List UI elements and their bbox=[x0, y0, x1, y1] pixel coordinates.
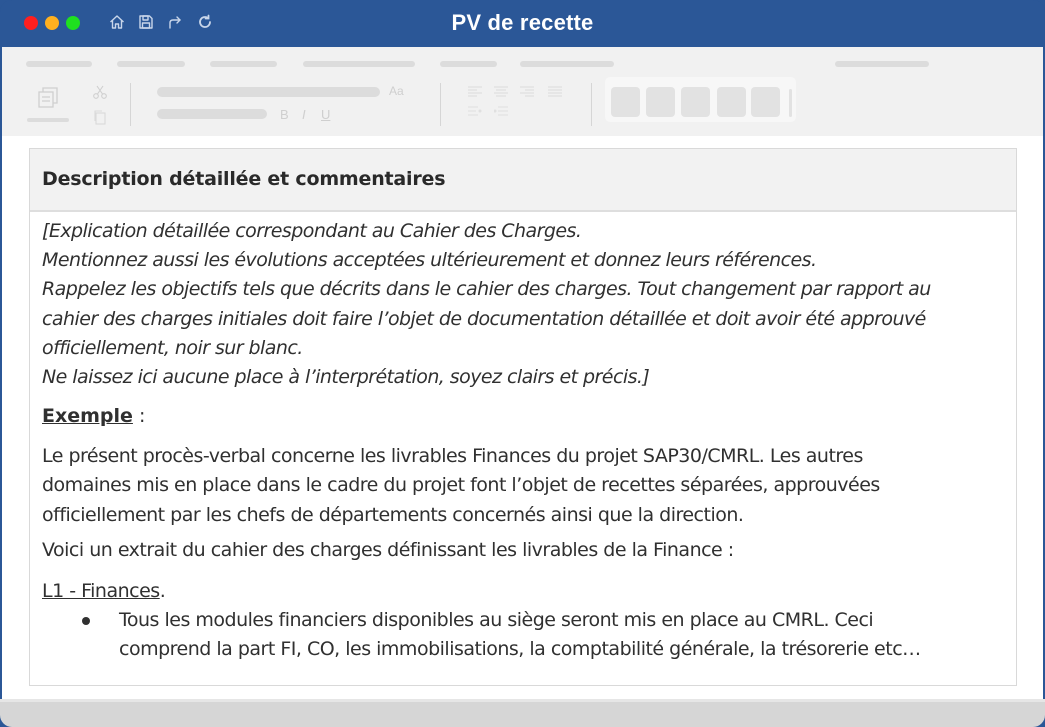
style-swatch[interactable] bbox=[751, 87, 780, 117]
window-title: PV de recette bbox=[451, 10, 594, 35]
table-header: Description détaillée et commentaires bbox=[30, 149, 1016, 212]
underline-button[interactable]: U bbox=[321, 107, 331, 122]
cut-icon[interactable] bbox=[92, 84, 108, 100]
paragraph-intro bbox=[42, 442, 1004, 530]
font-name-select[interactable] bbox=[157, 87, 380, 97]
section-title bbox=[42, 577, 1004, 606]
title-bar bbox=[0, 0, 1045, 47]
numbered-list-icon[interactable] bbox=[494, 105, 508, 123]
ribbon-tab-placeholder[interactable] bbox=[440, 61, 497, 67]
instruction-line: officiellement, noir sur blanc. bbox=[42, 336, 303, 359]
style-swatch[interactable] bbox=[717, 87, 746, 117]
paragraph-extract: Voici un extrait du cahier des charges définissant les livrables de la Finance : bbox=[42, 538, 734, 561]
ribbon-separator bbox=[130, 83, 131, 126]
paste-icon[interactable] bbox=[36, 85, 60, 109]
ribbon-tab-placeholder[interactable] bbox=[835, 61, 929, 67]
italic-button[interactable]: I bbox=[302, 107, 306, 122]
section-title-label: L1 - Finances bbox=[42, 580, 160, 603]
style-swatch[interactable] bbox=[611, 87, 640, 117]
ribbon-tab-placeholder[interactable] bbox=[117, 61, 185, 67]
bullet-line: Tous les modules financiers disponibles au siège seront mis en place au CMRL. Ceci bbox=[119, 609, 874, 632]
status-bar-edge bbox=[0, 699, 1045, 702]
paragraph-line: officiellement par les chefs de départements concernés ainsi que la direction. bbox=[42, 503, 744, 526]
copy-icon[interactable] bbox=[93, 109, 107, 125]
style-swatch[interactable] bbox=[646, 87, 675, 117]
instruction-line: Mentionnez aussi les évolutions acceptées ultérieurement et donnez leurs références. bbox=[42, 249, 817, 272]
gallery-scroll-handle[interactable] bbox=[789, 89, 792, 117]
instruction-line: [Explication détaillée correspondant au Cahier des Charges. bbox=[42, 220, 582, 242]
example-heading bbox=[42, 402, 1004, 430]
bullet-list-icon[interactable] bbox=[468, 105, 482, 123]
paste-label-placeholder bbox=[27, 118, 69, 122]
instructions-block bbox=[42, 217, 1004, 392]
align-right-icon[interactable] bbox=[520, 85, 534, 103]
section-title-suffix: . bbox=[159, 580, 166, 603]
justify-icon[interactable] bbox=[548, 85, 562, 103]
paragraph-line: domaines mis en place dans le cadre du projet font l’objet de recettes séparées, approuvées bbox=[42, 474, 880, 497]
font-size-glyph[interactable]: Aa bbox=[389, 84, 404, 98]
table-body[interactable] bbox=[30, 212, 1016, 665]
bold-button[interactable]: B bbox=[280, 107, 289, 122]
align-center-icon[interactable] bbox=[494, 85, 508, 103]
align-left-icon[interactable] bbox=[468, 85, 482, 103]
ribbon-separator bbox=[591, 83, 592, 126]
ribbon-toolbar bbox=[2, 47, 1043, 136]
instruction-line: cahier des charges initiales doit faire l’objet de documentation détaillée et doit avoir été approuvé bbox=[42, 307, 926, 330]
paragraph-line: Le présent procès-verbal concerne les livrables Finances du projet SAP30/CMRL. Les autres bbox=[42, 445, 863, 468]
example-label: Exemple bbox=[42, 405, 133, 428]
status-bar bbox=[0, 699, 1045, 727]
ribbon-tab-placeholder[interactable] bbox=[26, 61, 92, 67]
bullet-line: comprend la part FI, CO, les immobilisations, la comptabilité générale, la trésorerie etc… bbox=[119, 638, 921, 661]
description-table bbox=[29, 148, 1017, 686]
instruction-line: Rappelez les objectifs tels que décrits dans le cahier des charges. Tout changement par rapport au bbox=[42, 278, 931, 301]
ribbon-tab-placeholder[interactable] bbox=[210, 61, 277, 67]
example-suffix: : bbox=[132, 405, 146, 428]
ribbon-tab-placeholder[interactable] bbox=[303, 61, 415, 67]
ribbon-tab-placeholder[interactable] bbox=[520, 61, 614, 67]
font-size-select[interactable] bbox=[157, 109, 267, 119]
bullet-icon bbox=[82, 617, 90, 625]
bullet-item bbox=[42, 606, 1004, 664]
document-canvas bbox=[2, 136, 1043, 699]
instruction-line: Ne laissez ici aucune place à l’interprétation, soyez clairs et précis.] bbox=[42, 366, 650, 389]
styles-gallery bbox=[605, 77, 796, 122]
ribbon-separator bbox=[440, 83, 441, 126]
style-swatch[interactable] bbox=[681, 87, 710, 117]
